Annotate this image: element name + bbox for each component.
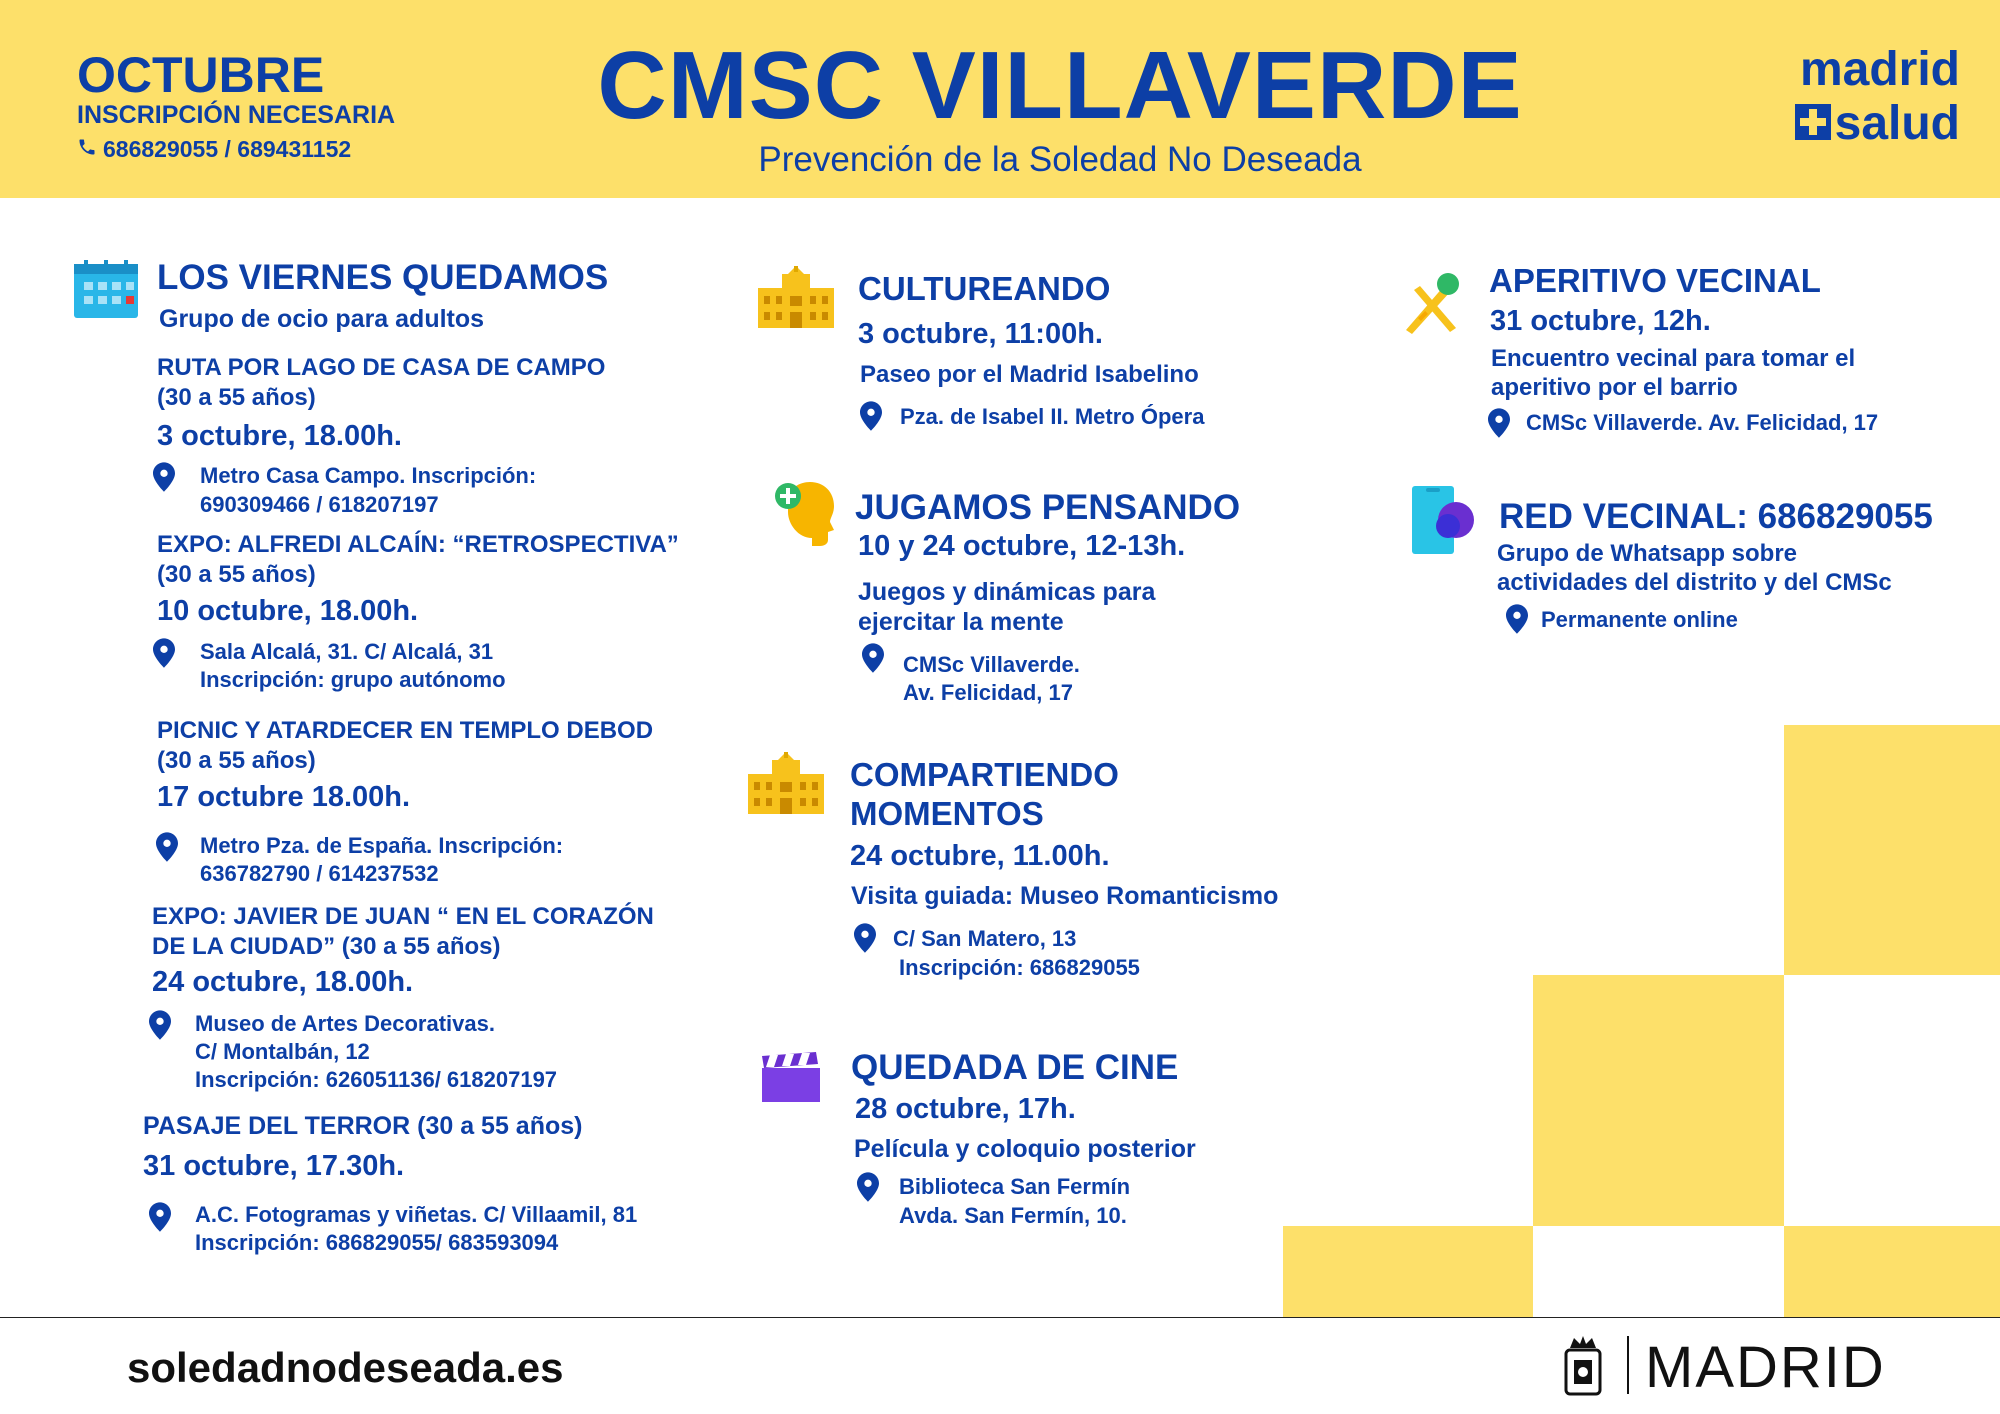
event-date: 24 octubre, 18.00h. (152, 966, 414, 998)
event-description-line1: Juegos y dinámicas para (858, 578, 1156, 606)
event-location: Museo de Artes Decorativas. (195, 1011, 495, 1036)
madrid-salud-logo-line2 (1740, 97, 1960, 150)
section-title-compartiendo-line2: MOMENTOS (850, 795, 1044, 832)
event-registration: Inscripción: grupo autónomo (200, 667, 506, 692)
event-registration: Inscripción: 686829055 (899, 955, 1140, 980)
location-pin-icon (862, 643, 884, 673)
palace-icon (758, 266, 834, 328)
section-title-red-vecinal: RED VECINAL: 686829055 (1499, 497, 1933, 536)
location-pin-icon (1488, 408, 1510, 438)
location-pin-icon (153, 638, 175, 668)
event-date: 10 y 24 octubre, 12-13h. (858, 530, 1186, 562)
calendar-icon (74, 260, 138, 318)
event-location: CMSc Villaverde. Av. Felicidad, 17 (1526, 410, 1879, 435)
event-age: (30 a 55 años) (157, 384, 316, 411)
madrid-salud-logo-line1: madrid (1799, 43, 1960, 96)
phone-icon (77, 137, 97, 157)
event-name: PASAJE DEL TERROR (30 a 55 años) (143, 1112, 583, 1140)
chat-phone-icon (1412, 486, 1476, 554)
section-title-compartiendo-line1: COMPARTIENDO (850, 756, 1119, 793)
location-pin-icon (156, 832, 178, 862)
event-description-line2: aperitivo por el barrio (1491, 374, 1738, 401)
section-title-jugamos: JUGAMOS PENSANDO (855, 488, 1241, 527)
event-registration: Inscripción: 626051136/ 618207197 (195, 1067, 558, 1092)
phones-text: 686829055 / 689431152 (103, 136, 352, 162)
event-location: A.C. Fotogramas y viñetas. C/ Villaamil, 81 (195, 1202, 638, 1227)
event-date: 31 octubre, 12h. (1490, 305, 1711, 337)
event-description: Paseo por el Madrid Isabelino (860, 361, 1199, 388)
palace-icon (748, 752, 824, 814)
event-description-line1: Encuentro vecinal para tomar el (1491, 345, 1856, 372)
decorative-square (1784, 1226, 2000, 1317)
plus-icon (1795, 104, 1831, 140)
section-subtitle-viernes: Grupo de ocio para adultos (159, 305, 485, 333)
location-pin-icon (1506, 604, 1528, 634)
cheers-icon (1404, 272, 1462, 334)
event-name: RUTA POR LAGO DE CASA DE CAMPO (157, 354, 606, 381)
event-description-line1: Grupo de Whatsapp sobre (1497, 540, 1798, 567)
event-description: Visita guiada: Museo Romanticismo (851, 882, 1279, 910)
footer-separator (1627, 1336, 1629, 1394)
month-label: OCTUBRE (77, 47, 325, 103)
event-address: C/ Montalbán, 12 (195, 1039, 370, 1064)
event-date: 3 octubre, 11:00h. (858, 318, 1103, 350)
event-description-line2: ejercitar la mente (858, 608, 1064, 636)
event-date: 3 octubre, 18.00h. (157, 420, 402, 452)
event-location: Pza. de Isabel II. Metro Ópera (900, 404, 1205, 429)
logo-salud-text: salud (1834, 97, 1960, 150)
website-url: soledadnodeseada.es (127, 1344, 564, 1391)
page-subtitle: Prevención de la Soledad No Deseada (758, 140, 1362, 179)
event-age: (30 a 55 años) (157, 561, 316, 588)
clapperboard-icon (762, 1052, 820, 1102)
location-pin-icon (860, 401, 882, 431)
section-title-cine: QUEDADA DE CINE (851, 1048, 1179, 1087)
madrid-coat-of-arms-icon (1562, 1336, 1604, 1398)
section-title-cultureando: CULTUREANDO (858, 270, 1111, 307)
event-location: Metro Pza. de España. Inscripción: (200, 833, 564, 858)
section-title-viernes: LOS VIERNES QUEDAMOS (157, 258, 609, 297)
event-location: Sala Alcalá, 31. C/ Alcalá, 31 (200, 639, 494, 664)
event-name: EXPO: ALFREDI ALCAÍN: “RETROSPECTIVA” (157, 531, 679, 558)
event-location: CMSc Villaverde. (903, 652, 1080, 677)
event-date: 28 octubre, 17h. (855, 1093, 1076, 1125)
location-pin-icon (149, 1202, 171, 1232)
section-title-aperitivo: APERITIVO VECINAL (1489, 262, 1821, 299)
decorative-square (1283, 1226, 1533, 1317)
event-address: Avda. San Fermín, 10. (899, 1203, 1127, 1228)
event-location: Permanente online (1541, 607, 1738, 632)
event-address: Av. Felicidad, 17 (903, 680, 1073, 705)
event-description: Película y coloquio posterior (854, 1135, 1196, 1163)
registration-note: INSCRIPCIÓN NECESARIA (77, 101, 396, 129)
location-pin-icon (857, 1172, 879, 1202)
event-date: 10 octubre, 18.00h. (157, 595, 419, 627)
event-name: PICNIC Y ATARDECER EN TEMPLO DEBOD (157, 717, 654, 744)
event-location: Biblioteca San Fermín (899, 1174, 1131, 1199)
event-location: C/ San Matero, 13 (893, 926, 1077, 951)
page-title: CMSC VILLAVERDE (597, 32, 1523, 139)
event-location: Metro Casa Campo. Inscripción: (200, 463, 537, 488)
madrid-brand: MADRID (1645, 1335, 1886, 1400)
event-registration: 690309466 / 618207197 (200, 492, 439, 517)
contact-phones (77, 136, 351, 163)
event-date: 17 octubre 18.00h. (157, 781, 411, 813)
event-date: 31 octubre, 17.30h. (143, 1150, 405, 1182)
decorative-square (1533, 975, 1784, 1226)
location-pin-icon (149, 1010, 171, 1040)
event-name: EXPO: JAVIER DE JUAN “ EN EL CORAZÓN (152, 903, 654, 930)
event-age: DE LA CIUDAD” (30 a 55 años) (152, 933, 501, 960)
event-registration: 636782790 / 614237532 (200, 861, 439, 886)
head-plus-icon (774, 482, 836, 546)
event-age: (30 a 55 años) (157, 747, 316, 774)
event-registration: Inscripción: 686829055/ 683593094 (195, 1230, 559, 1255)
decorative-square (1784, 725, 2000, 975)
event-date: 24 octubre, 11.00h. (850, 840, 1110, 872)
location-pin-icon (153, 462, 175, 492)
footer-divider (0, 1317, 2000, 1318)
location-pin-icon (854, 923, 876, 953)
event-description-line2: actividades del distrito y del CMSc (1497, 569, 1892, 596)
